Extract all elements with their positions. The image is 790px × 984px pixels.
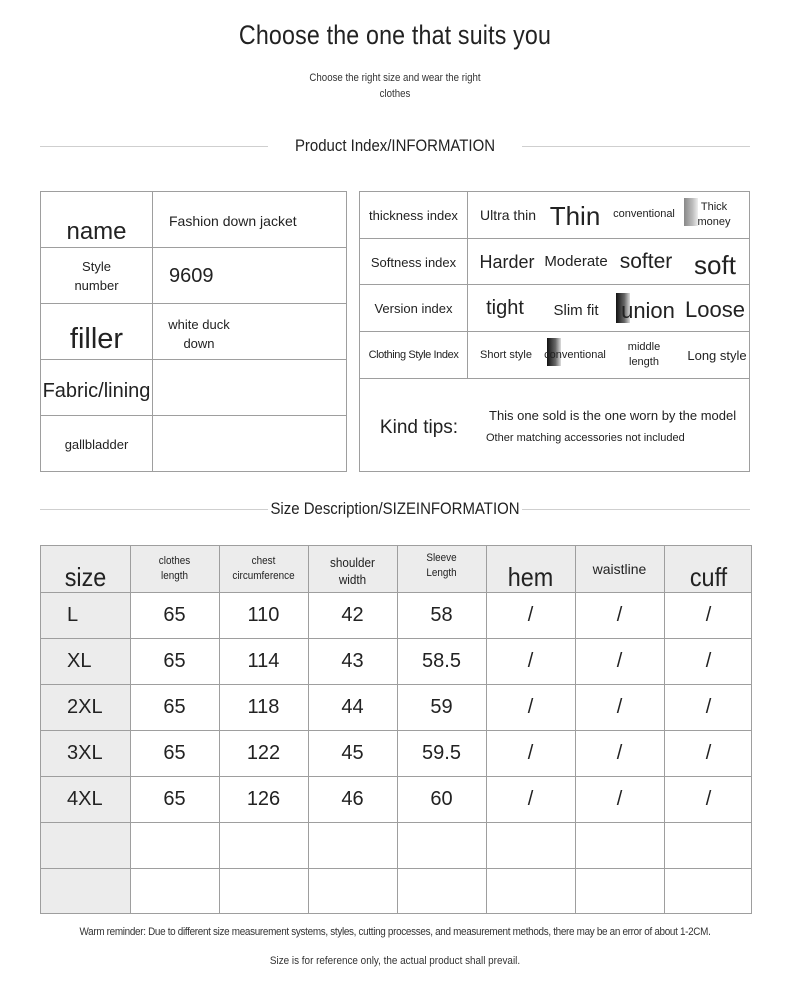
- size-table: [40, 545, 752, 914]
- version-option-tight: tight: [486, 296, 524, 319]
- version-option-union: union: [621, 298, 675, 323]
- cell-cuff: [664, 868, 753, 914]
- cell-shoulder: 42: [341, 603, 364, 626]
- cell-sleeve: [397, 822, 486, 868]
- cell-size: 3XL: [67, 741, 103, 764]
- softness-option-soft: soft: [694, 249, 736, 280]
- middle-line-1: middle: [627, 341, 661, 353]
- cell-cuff: /: [705, 787, 712, 810]
- column-divider: [467, 192, 468, 379]
- clothing-style-index-label: Clothing Style Index: [368, 349, 459, 361]
- cell-chest: [219, 822, 308, 868]
- cell-sleeve: 58: [430, 603, 453, 626]
- thick-line-2: money: [697, 216, 731, 228]
- cell-hem: /: [527, 695, 534, 718]
- cell-chest: 122: [246, 741, 281, 764]
- name-value: Fashion down jacket: [169, 213, 297, 229]
- cell-waistline: /: [616, 695, 623, 718]
- cell-hem: /: [527, 741, 534, 764]
- name-label: name: [66, 218, 127, 245]
- cell-hem: [486, 822, 575, 868]
- row-divider: [360, 378, 749, 379]
- kind-tips-line-1: This one sold is the one worn by the model: [489, 407, 737, 423]
- filler-label: filler: [69, 322, 124, 355]
- cell-shoulder: [308, 868, 397, 914]
- cell-cuff: /: [705, 603, 712, 626]
- product-section-heading: Product Index/INFORMATION: [294, 136, 496, 155]
- header-cuff: cuff: [689, 561, 728, 592]
- cell-shoulder: [308, 822, 397, 868]
- cell-size: 2XL: [67, 695, 103, 718]
- gallbladder-label: gallbladder: [64, 436, 129, 452]
- cell-chest: 126: [246, 787, 281, 810]
- page-subtitle: [307, 70, 483, 102]
- cell-waistline: /: [616, 649, 623, 672]
- style-label-line-2: number: [74, 278, 119, 293]
- cell-sleeve: [397, 868, 486, 914]
- cell-size: 4XL: [67, 787, 103, 810]
- product-info-table: [40, 191, 347, 472]
- cell-hem: /: [527, 649, 534, 672]
- cell-hem: /: [527, 603, 534, 626]
- product-index-table: [359, 191, 750, 472]
- softness-index-label: Softness index: [370, 254, 457, 270]
- clothing-style-option-short: Short style: [480, 349, 532, 361]
- softness-option-harder: Harder: [479, 251, 535, 272]
- cell-shoulder: 44: [341, 695, 364, 718]
- cell-size: XL: [67, 649, 92, 672]
- header-hem: hem: [507, 561, 554, 592]
- header-chest-circumference: [223, 546, 303, 592]
- style-number-value: 9609: [169, 264, 214, 287]
- subtitle-line-1: Choose the right size and wear the right: [309, 72, 481, 84]
- cell-chest: 114: [247, 649, 280, 672]
- cell-cuff: /: [705, 649, 712, 672]
- cell-hem: /: [527, 787, 534, 810]
- cell-clothes-length: 65: [163, 649, 186, 672]
- cell-shoulder: 46: [341, 787, 364, 810]
- filler-value-line-2: down: [183, 336, 215, 351]
- header-sleeve-line-1: Sleeve: [426, 552, 457, 564]
- size-section-heading: Size Description/SIZEINFORMATION: [270, 499, 520, 518]
- cell-clothes-length: 65: [163, 695, 186, 718]
- cell-size: L: [67, 603, 79, 626]
- style-label-line-1: Style: [82, 259, 111, 274]
- clothing-style-option-conventional: conventional: [544, 349, 606, 361]
- thick-line-1: Thick: [700, 201, 728, 213]
- cell-cuff: /: [705, 741, 712, 764]
- middle-line-2: length: [629, 356, 659, 368]
- filler-value: [153, 312, 245, 356]
- cell-waistline: /: [616, 741, 623, 764]
- kind-tips-line-2: Other matching accessories not included: [486, 432, 685, 444]
- clothing-style-option-long: Long style: [687, 347, 747, 363]
- cell-clothes-length: 65: [163, 603, 186, 626]
- cell-waistline: /: [616, 603, 623, 626]
- cell-waistline: [575, 868, 664, 914]
- thickness-index-label: thickness index: [369, 207, 458, 223]
- header-size: size: [64, 561, 107, 592]
- softness-option-moderate: Moderate: [544, 252, 608, 270]
- thickness-option-ultra-thin: Ultra thin: [479, 207, 537, 223]
- header-shoulder-line-1: shoulder: [330, 555, 375, 570]
- version-option-slim-fit: Slim fit: [553, 301, 599, 319]
- cell-clothes-length: [130, 822, 219, 868]
- header-shoulder-line-2: width: [338, 572, 367, 587]
- cell-waistline: [575, 822, 664, 868]
- cell-chest: 118: [247, 695, 280, 718]
- clothing-style-option-middle-length: [614, 335, 674, 375]
- cell-sleeve: 58.5: [422, 649, 461, 672]
- cell-chest: [219, 868, 308, 914]
- subtitle-line-2: clothes: [379, 88, 411, 100]
- version-option-loose: Loose: [685, 297, 745, 322]
- softness-option-softer: softer: [619, 250, 673, 273]
- header-sleeve-line-2: Length: [426, 567, 457, 579]
- header-chest-line-1: chest: [251, 555, 276, 567]
- header-shoulder-width: [312, 548, 392, 594]
- cell-waistline: /: [616, 787, 623, 810]
- fabric-lining-label: Fabric/lining: [42, 379, 151, 402]
- page-title: Choose the one that suits you: [238, 20, 552, 50]
- filler-value-line-1: white duck: [168, 317, 230, 332]
- cell-hem: [486, 868, 575, 914]
- header-waistline: waistline: [592, 561, 647, 577]
- cell-size: [41, 868, 130, 914]
- cell-size: [41, 822, 130, 868]
- thickness-option-thin: Thin: [549, 200, 601, 231]
- cell-cuff: [664, 822, 753, 868]
- style-number-label: [41, 248, 152, 304]
- cell-shoulder: 43: [341, 649, 364, 672]
- cell-cuff: /: [705, 695, 712, 718]
- cell-sleeve: 59.5: [422, 741, 461, 764]
- header-clothes-length-line-2: length: [161, 570, 188, 582]
- reference-note: Size is for reference only, the actual product shall prevail.: [269, 955, 521, 967]
- version-index-label: Version index: [374, 300, 453, 316]
- header-clothes-length: [134, 546, 214, 592]
- cell-sleeve: 60: [430, 787, 453, 810]
- cell-chest: 110: [247, 603, 280, 626]
- cell-clothes-length: 65: [163, 741, 186, 764]
- header-sleeve-length: [401, 543, 481, 589]
- thickness-option-thick-money: [690, 196, 738, 234]
- warm-reminder: Warm reminder: Due to different size measurement systems, styles, cutting processes, and measurement methods, there may be an error of about 1-2CM.: [79, 926, 711, 938]
- kind-tips-label: Kind tips:: [379, 417, 459, 438]
- cell-shoulder: 45: [341, 741, 364, 764]
- cell-clothes-length: [130, 868, 219, 914]
- gallbladder-value: [153, 416, 346, 472]
- cell-clothes-length: 65: [163, 787, 186, 810]
- header-chest-line-2: circumference: [232, 570, 295, 582]
- cell-sleeve: 59: [430, 695, 453, 718]
- header-clothes-length-line-1: clothes: [158, 555, 191, 567]
- thickness-option-conventional: conventional: [613, 208, 675, 220]
- fabric-lining-value: [153, 360, 346, 416]
